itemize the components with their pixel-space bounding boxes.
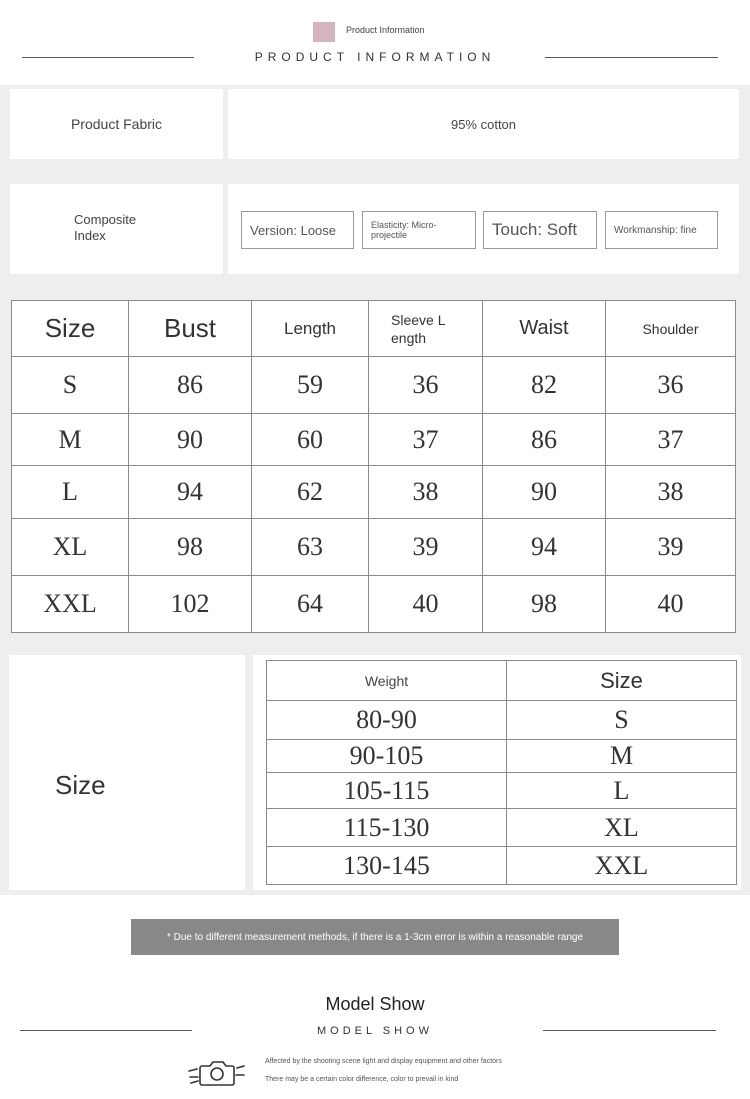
table-cell: L xyxy=(507,773,737,809)
table-cell: 82 xyxy=(483,357,606,414)
table-cell: 98 xyxy=(483,576,606,633)
table-row xyxy=(267,701,737,740)
table-cell: 105-115 xyxy=(267,773,507,809)
table-cell: 62 xyxy=(252,466,369,519)
table-cell: 90-105 xyxy=(267,740,507,773)
color-swatch xyxy=(313,22,335,42)
table-cell: M xyxy=(12,414,129,466)
table-row xyxy=(12,414,736,466)
tag-elasticity: Elasticity: Micro-projectile xyxy=(362,211,476,249)
size-header-shoulder: Shoulder xyxy=(606,301,736,357)
table-cell: 40 xyxy=(606,576,736,633)
fabric-label-cell xyxy=(10,89,223,159)
table-cell: 94 xyxy=(129,466,252,519)
composite-label-cell xyxy=(10,184,223,274)
table-row xyxy=(12,519,736,576)
section-header xyxy=(0,0,750,85)
weight-header-weight: Weight xyxy=(267,661,507,701)
size-header-waist: Waist xyxy=(483,301,606,357)
header-small-label: Product Information xyxy=(346,25,425,35)
tag-version: Version: Loose xyxy=(241,211,354,249)
table-row xyxy=(267,773,737,809)
table-cell: 130-145 xyxy=(267,847,507,885)
weight-header-row xyxy=(267,661,737,701)
table-cell: XL xyxy=(12,519,129,576)
table-cell: 38 xyxy=(606,466,736,519)
composite-label-line2: Index xyxy=(74,228,106,243)
table-row xyxy=(12,576,736,633)
composite-label xyxy=(74,212,136,244)
size-header-length: Length xyxy=(252,301,369,357)
divider-right xyxy=(543,1030,716,1031)
fabric-value: 95% cotton xyxy=(450,116,517,132)
table-cell: S xyxy=(12,357,129,414)
tag-workmanship: Workmanship: fine xyxy=(605,211,718,249)
fabric-label: Product Fabric xyxy=(70,116,163,132)
table-cell: 40 xyxy=(369,576,483,633)
table-cell: 102 xyxy=(129,576,252,633)
table-cell: 38 xyxy=(369,466,483,519)
table-cell: 90 xyxy=(483,466,606,519)
model-show-title: Model Show xyxy=(325,994,425,1014)
divider-right xyxy=(545,57,718,58)
table-cell: 86 xyxy=(483,414,606,466)
weight-size-table xyxy=(266,660,737,885)
table-cell: 39 xyxy=(606,519,736,576)
table-cell: L xyxy=(12,466,129,519)
table-cell: 86 xyxy=(129,357,252,414)
size-chart-table xyxy=(11,300,736,633)
table-cell: 37 xyxy=(369,414,483,466)
table-cell: 59 xyxy=(252,357,369,414)
table-cell: 115-130 xyxy=(267,809,507,847)
table-cell: 36 xyxy=(369,357,483,414)
weight-label-cell xyxy=(9,655,245,890)
table-row xyxy=(267,809,737,847)
weight-section-label: Size xyxy=(55,770,106,800)
table-cell: 63 xyxy=(252,519,369,576)
table-cell: 80-90 xyxy=(267,701,507,740)
table-cell: 64 xyxy=(252,576,369,633)
measurement-note: * Due to different measurement methods, if there is a 1-3cm error is within a reasonable range xyxy=(131,919,619,955)
fabric-value-cell xyxy=(228,89,739,159)
table-cell: 36 xyxy=(606,357,736,414)
table-cell: 37 xyxy=(606,414,736,466)
composite-label-line1: Composite xyxy=(74,212,137,227)
header-title: PRODUCT INFORMATION xyxy=(254,50,496,64)
size-header-size: Size xyxy=(12,301,129,357)
size-header-row xyxy=(12,301,736,357)
table-cell: XL xyxy=(507,809,737,847)
size-header-bust: Bust xyxy=(129,301,252,357)
table-cell: 60 xyxy=(252,414,369,466)
table-cell: 94 xyxy=(483,519,606,576)
table-row xyxy=(267,847,737,885)
weight-header-size: Size xyxy=(507,661,737,701)
table-cell: 98 xyxy=(129,519,252,576)
table-cell: XXL xyxy=(507,847,737,885)
table-cell: M xyxy=(507,740,737,773)
disclaimer-line2: There may be a certain color difference, color to prevail in kind xyxy=(265,1076,459,1083)
camera-icon xyxy=(188,1058,246,1088)
table-cell: 39 xyxy=(369,519,483,576)
table-row xyxy=(267,740,737,773)
size-header-sleeve: Sleeve L ength xyxy=(369,301,483,357)
table-row xyxy=(12,466,736,519)
disclaimer-line1: Affected by the shooting scene light and display equipment and other factors xyxy=(265,1058,502,1065)
model-show-subtitle: MODEL SHOW xyxy=(317,1025,433,1037)
table-cell: XXL xyxy=(12,576,129,633)
table-row xyxy=(12,357,736,414)
tag-touch: Touch: Soft xyxy=(483,211,597,249)
table-cell: S xyxy=(507,701,737,740)
table-cell: 90 xyxy=(129,414,252,466)
